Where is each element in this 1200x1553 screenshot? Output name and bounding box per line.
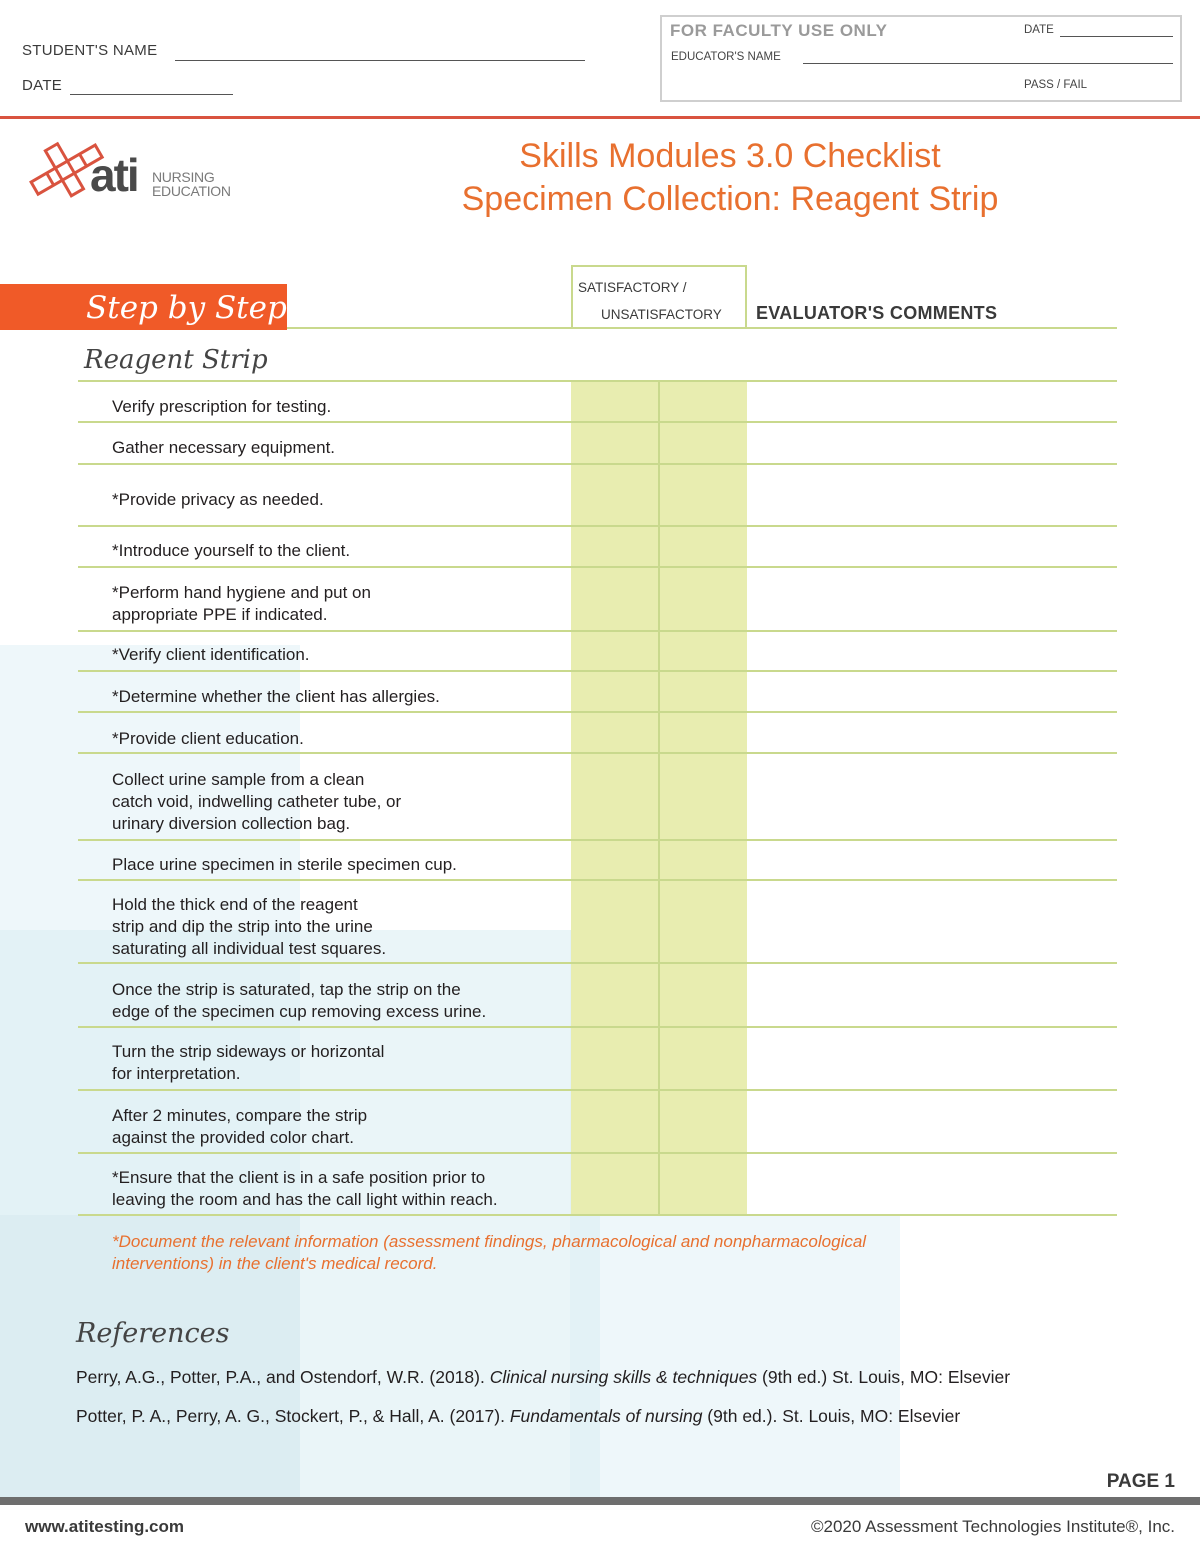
- reference-book-title: Clinical nursing skills & techniques: [489, 1367, 758, 1387]
- faculty-date-label: DATE: [1024, 24, 1054, 36]
- row-divider: [78, 380, 1117, 382]
- reference-book-title: Fundamentals of nursing: [509, 1406, 703, 1426]
- reference-publisher: (9th ed.). St. Louis, MO: Elsevier: [702, 1406, 961, 1426]
- checklist-step: Gather necessary equipment.: [112, 438, 336, 457]
- copyright: ©2020 Assessment Technologies Institute®, Inc.: [811, 1517, 1175, 1536]
- page-subtitle: Specimen Collection: Reagent Strip: [461, 180, 999, 218]
- documentation-footnote: *Document the relevant information (assessment findings, pharmacological and nonpharmacological interventions) in the client's medical record.: [112, 1232, 867, 1273]
- header-divider: [0, 116, 1200, 119]
- checklist-step: *Provide privacy as needed.: [112, 490, 324, 509]
- reference-publisher: (9th ed.) St. Louis, MO: Elsevier: [757, 1367, 1011, 1387]
- checklist-step: Place urine specimen in sterile specimen cup.: [112, 855, 457, 874]
- ati-logo: [28, 140, 258, 210]
- date-field[interactable]: [70, 94, 233, 95]
- faculty-box: [660, 15, 1182, 102]
- section-title: Reagent Strip: [84, 345, 268, 375]
- sat-header-line-1: SATISFACTORY /: [578, 280, 687, 295]
- sat-header-line-2: UNSATISFACTORY: [601, 307, 722, 322]
- banner-text: Step by Step: [86, 290, 287, 326]
- row-divider: [78, 1152, 1117, 1154]
- row-divider: [78, 752, 1117, 754]
- row-divider: [78, 711, 1117, 713]
- reference-item: [76, 1406, 960, 1427]
- row-divider: [78, 566, 1117, 568]
- checklist-step: *Ensure that the client is in a safe position prior to leaving the room and has the call light within reach.: [112, 1168, 498, 1209]
- row-divider: [78, 1214, 1117, 1216]
- row-divider: [78, 879, 1117, 881]
- checklist-step: After 2 minutes, compare the strip against the provided color chart.: [112, 1106, 368, 1147]
- logo-ati-text: ati: [90, 149, 138, 201]
- row-divider: [78, 1026, 1117, 1028]
- row-divider: [78, 670, 1117, 672]
- reference-authors: Potter, P. A., Perry, A. G., Stockert, P., & Hall, A. (2017).: [76, 1406, 510, 1426]
- faculty-date-field[interactable]: [1060, 36, 1173, 37]
- row-divider: [78, 421, 1117, 423]
- faculty-title: FOR FACULTY USE ONLY: [670, 21, 888, 40]
- checklist-step: Once the strip is saturated, tap the strip on the edge of the specimen cup removing excess urine.: [112, 980, 487, 1021]
- row-divider: [78, 525, 1117, 527]
- educator-name-label: EDUCATOR'S NAME: [671, 51, 781, 63]
- references-title: References: [76, 1318, 230, 1349]
- logo-subtitle: [152, 170, 231, 198]
- student-name-label: STUDENT'S NAME: [22, 42, 158, 59]
- row-divider: [78, 1089, 1117, 1091]
- checklist-step: *Determine whether the client has allergies.: [112, 687, 440, 706]
- row-divider: [78, 839, 1117, 841]
- checklist-step: Hold the thick end of the reagent strip and dip the strip into the urine saturating all individual test squares.: [112, 895, 387, 958]
- checklist-step: Collect urine sample from a clean catch void, indwelling catheter tube, or urinary diversion collection bag.: [112, 770, 402, 833]
- logo-line-1: NURSING: [152, 169, 215, 185]
- footer-divider: [0, 1497, 1200, 1505]
- website-link[interactable]: www.atitesting.com: [25, 1517, 185, 1536]
- checklist-step: *Perform hand hygiene and put on appropriate PPE if indicated.: [112, 583, 371, 624]
- step-by-step-banner: [0, 284, 287, 330]
- comments-header: EVALUATOR'S COMMENTS: [756, 303, 998, 323]
- page-number: PAGE 1: [1106, 1471, 1175, 1492]
- row-divider: [78, 962, 1117, 964]
- table-header-rule: [287, 327, 1117, 329]
- checklist-step: Verify prescription for testing.: [112, 397, 332, 416]
- student-name-field[interactable]: [175, 60, 585, 61]
- reference-item: [76, 1367, 1010, 1388]
- reference-authors: Perry, A.G., Potter, P.A., and Ostendorf, W.R. (2018).: [76, 1367, 490, 1387]
- logo-line-2: EDUCATION: [152, 183, 231, 199]
- checklist-step: Turn the strip sideways or horizontal for interpretation.: [112, 1042, 385, 1083]
- pass-fail-label: PASS / FAIL: [1024, 79, 1088, 91]
- checklist-step: *Verify client identification.: [112, 645, 310, 664]
- row-divider: [78, 463, 1117, 465]
- checklist-step: *Provide client education.: [112, 729, 304, 748]
- educator-name-field[interactable]: [803, 63, 1173, 64]
- date-label: DATE: [22, 77, 63, 94]
- page-title: Skills Modules 3.0 Checklist: [519, 137, 941, 175]
- checklist-step: *Introduce yourself to the client.: [112, 541, 351, 560]
- row-divider: [78, 630, 1117, 632]
